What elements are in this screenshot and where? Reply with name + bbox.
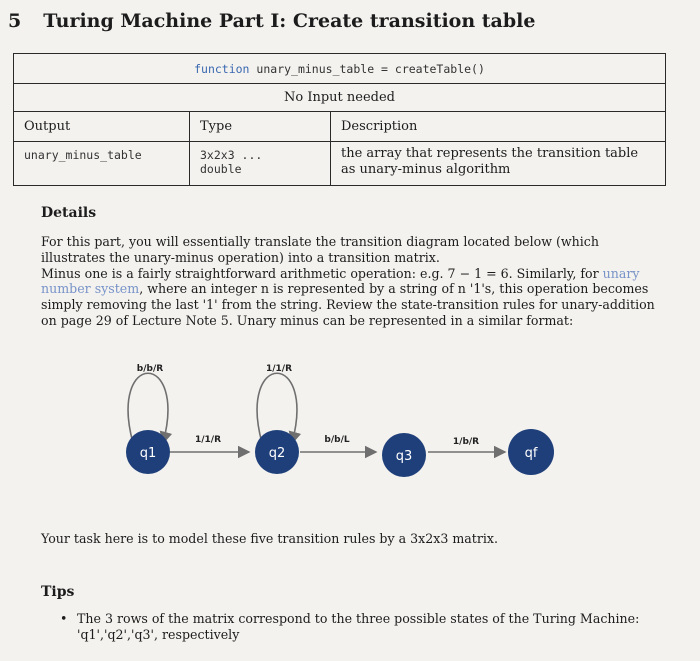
state-q1-label: q1	[139, 446, 157, 461]
section-title: Turing Machine Part I: Create transition table	[43, 10, 536, 32]
input-note: No Input needed	[14, 84, 666, 112]
header-output: Output	[14, 112, 190, 142]
state-q2-label: q2	[268, 446, 286, 461]
edge-label-q2-q3: b/b/L	[324, 435, 350, 445]
header-description: Description	[331, 112, 666, 142]
tip-text: The 3 rows of the matrix correspond to the three possible states of the Turing Machine: 'q1','q2','q3', respectively	[77, 611, 640, 642]
function-signature-text: unary_minus_table = createTable()	[256, 61, 485, 76]
description-line-2: as unary-minus algorithm	[341, 162, 511, 177]
tip-bullet: •	[60, 611, 68, 626]
tips-heading: Tips	[41, 584, 75, 600]
unary-number-system-link[interactable]: unary number system	[41, 265, 640, 297]
edge-label-q1-q2: 1/1/R	[194, 435, 222, 445]
details-heading: Details	[41, 205, 97, 221]
header-type: Type	[190, 112, 331, 142]
details-paragraph-2-end: , where an integer n is represented by a string of n '1's, this operation becomes simply removing the last '1' from the string. Review the state-transition rules for unary-addition on page 29 of Lecture Note 5. Unary minus can be represented in a similar format:	[41, 281, 655, 328]
function-keyword: function	[194, 61, 250, 76]
loop-label-q1: b/b/R	[136, 364, 164, 374]
type-class: double	[200, 162, 242, 176]
description-line-1: the array that represents the transition table	[341, 146, 639, 161]
tip-item	[60, 611, 660, 643]
loop-label-q2: 1/1/R	[265, 364, 293, 374]
edge-label-q3-qf: 1/b/R	[452, 437, 480, 447]
task-statement: Your task here is to model these five transition rules by a 3x2x3 matrix.	[41, 531, 499, 546]
output-name: unary_minus_table	[14, 142, 190, 186]
details-paragraph-1: For this part, you will essentially translate the transition diagram located below (which illustrates the unary-minus operation) into a transition matrix.	[41, 234, 599, 265]
state-q3-label: q3	[395, 449, 413, 464]
section-number: 5	[8, 10, 22, 32]
type-dimensions: 3x2x3 ...	[200, 148, 263, 162]
state-qf-label: qf	[524, 446, 538, 461]
details-paragraph-2-start: Minus one is a fairly straightforward arithmetic operation: e.g. 7 − 1 = 6. Similarly, for	[41, 265, 599, 281]
